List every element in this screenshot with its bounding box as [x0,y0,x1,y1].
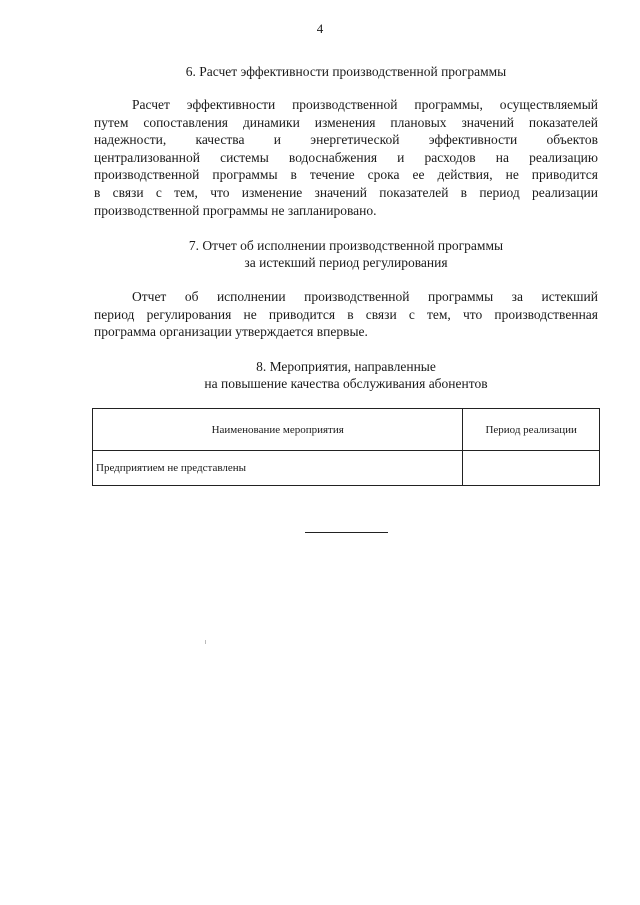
paragraph-line: надежности, качества и энергетической эффективности объектов [94,132,598,148]
paragraph-line: период регулирования не приводится в связи с тем, что производственная [94,306,598,322]
column-header-event-name: Наименование мероприятия [93,409,463,451]
events-table [92,408,600,486]
paragraph-line: Отчет об исполнении производственной программы за истекший [132,289,598,304]
section-8-title-line: 8. Мероприятия, направленные [256,359,436,374]
table-row [93,451,600,486]
paragraph-line: производственной программы в течение срока ее действия, не приводится [94,167,598,183]
table-cell-period [463,451,600,486]
paragraph-line: централизованной системы водоснабжения и расходов на реализацию [94,149,598,165]
section-8-title [94,358,598,392]
section-6-title [94,63,598,80]
table-cell-event-name: Предприятием не представлены [93,451,463,486]
paragraph-line: программа организации утверждается впервые. [94,324,368,340]
section-7-title-line: за истекший период регулирования [244,255,448,270]
section-7-paragraph [94,288,598,341]
end-of-document-rule [305,532,388,533]
section-8-title-line: на повышение качества обслуживания абонентов [204,376,488,391]
page-number: 4 [316,21,324,36]
paragraph-line: Расчет эффективности производственной программы, осуществляемый [132,97,598,112]
section-7-title-line: 7. Отчет об исполнении производственной программы [188,238,504,253]
section-6-title-text: 6. Расчет эффективности производственной программы [185,64,507,79]
column-header-period: Период реализации [463,409,600,451]
table-header-row [93,409,600,451]
scan-speck [205,640,206,644]
section-7-title [94,237,598,271]
paragraph-line: в связи с тем, что изменение значений показателей в период реализации [94,184,598,200]
section-6-paragraph [94,96,598,219]
paragraph-line: производственной программы не запланировано. [94,202,377,218]
paragraph-line: путем сопоставления динамики изменения плановых значений показателей [94,114,598,130]
